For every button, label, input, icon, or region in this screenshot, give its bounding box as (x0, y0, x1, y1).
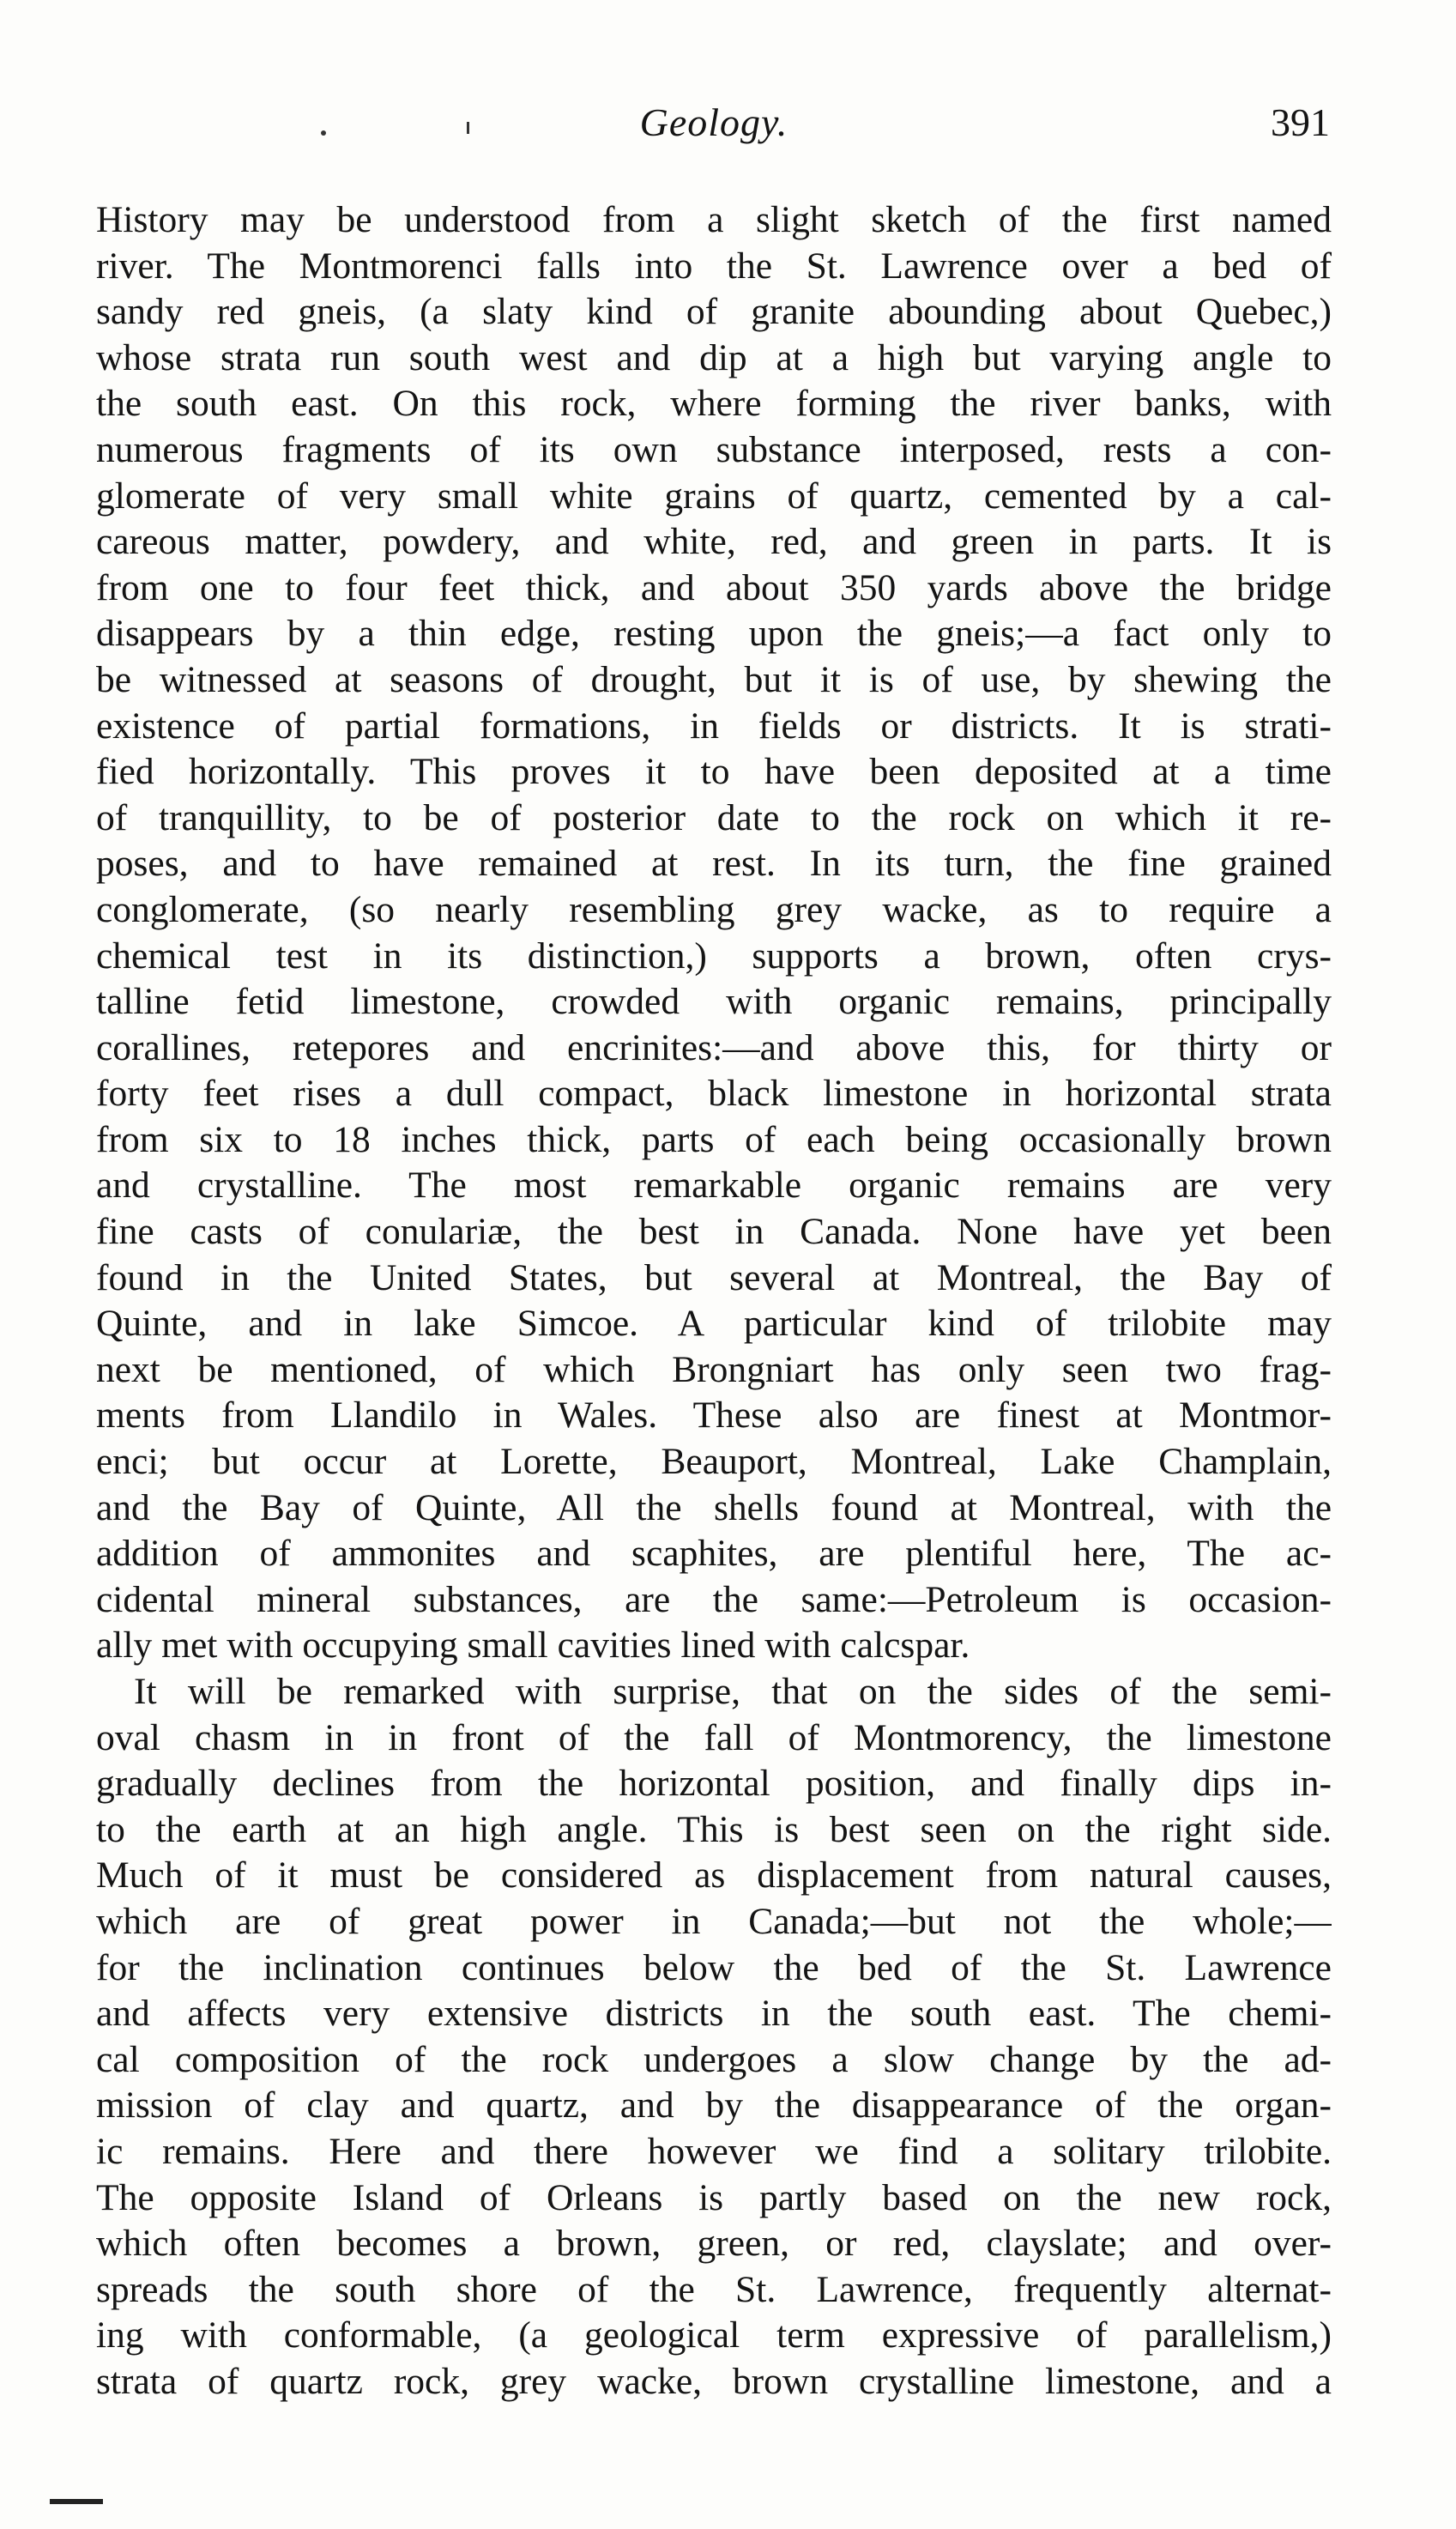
text-line: and crystalline. The most remarkable organic remains are very (96, 1165, 1332, 1207)
body-text (96, 197, 1332, 2405)
page-number: 391 (1271, 100, 1330, 144)
text-line: poses, and to have remained at rest. In its turn, the fine grained (96, 843, 1332, 885)
text-line: History may be understood from a slight sketch of the first named (96, 199, 1332, 240)
text-line: cal composition of the rock undergoes a slow change by the ad- (96, 2038, 1332, 2080)
text-line: existence of partial formations, in fields or districts. It is strati- (96, 705, 1332, 747)
text-line: strata of quartz rock, grey wacke, brown crystalline limestone, and a (96, 2360, 1332, 2402)
text-line: for the inclination continues below the bed of the St. Lawrence (96, 1946, 1332, 1988)
text-line: fied horizontally. This proves it to have been deposited at a time (96, 751, 1332, 793)
text-line: It will be remarked with surprise, that on the sides of the semi- (134, 1671, 1332, 1712)
text-line: which are of great power in Canada;—but not the whole;— (96, 1900, 1332, 1942)
text-line: addition of ammonites and scaphites, are plentiful here, The ac- (96, 1533, 1332, 1575)
text-line: numerous fragments of its own substance interposed, rests a con- (96, 428, 1332, 470)
text-line: enci; but occur at Lorette, Beauport, Montreal, Lake Champlain, (96, 1441, 1332, 1483)
text-line: glomerate of very small white grains of quartz, cemented by a cal- (96, 475, 1332, 517)
text-line: river. The Montmorenci falls into the St. Lawrence over a bed of (96, 245, 1332, 287)
text-line: whose strata run south west and dip at a high but varying angle to (96, 336, 1332, 378)
text-line: forty feet rises a dull compact, black limestone in horizontal strata (96, 1073, 1332, 1115)
text-line: ments from Llandilo in Wales. These also are finest at Montmor- (96, 1395, 1332, 1437)
paragraph-2 (96, 1669, 1332, 2405)
text-line: the south east. On this rock, where forming the river banks, with (96, 383, 1332, 425)
running-header (96, 96, 1332, 165)
text-line: conglomerate, (so nearly resembling grey wacke, as to require a (96, 888, 1332, 930)
text-line: ally met with occupying small cavities lined with calcspar. (96, 1624, 970, 1667)
text-line: found in the United States, but several at Montreal, the Bay of (96, 1256, 1332, 1298)
text-line: and affects very extensive districts in the south east. The chemi- (96, 1993, 1332, 2035)
text-line: from one to four feet thick, and about 350 yards above the bridge (96, 566, 1332, 608)
text-line: of tranquillity, to be of posterior date to the rock on which it re- (96, 796, 1332, 838)
text-line: spreads the south shore of the St. Lawrence, frequently alternat- (96, 2268, 1332, 2310)
text-line: from six to 18 inches thick, parts of each being occasionally brown (96, 1118, 1332, 1160)
text-line: next be mentioned, of which Brongniart has only seen two frag- (96, 1348, 1332, 1390)
text-line: to the earth at an high angle. This is best seen on the right side. (96, 1808, 1332, 1850)
text-line: ic remains. Here and there however we find a solitary trilobite. (96, 2130, 1332, 2172)
text-line: Much of it must be considered as displacement from natural causes, (96, 1854, 1332, 1897)
text-line: be witnessed at seasons of drought, but it is of use, by shewing the (96, 658, 1332, 700)
text-line: The opposite Island of Orleans is partly based on the new rock, (96, 2176, 1332, 2218)
running-title: Geology. (639, 100, 788, 144)
footer-rule (50, 2499, 103, 2504)
text-line: and the Bay of Quinte, All the shells found at Montreal, with the (96, 1486, 1332, 1528)
text-line: careous matter, powdery, and white, red, and green in parts. It is (96, 521, 1332, 563)
text-line: fine casts of conulariæ, the best in Canada. None have yet been (96, 1211, 1332, 1253)
text-line: Quinte, and in lake Simcoe. A particular kind of trilobite may (96, 1303, 1332, 1345)
paragraph-1 (96, 197, 1332, 1669)
text-line: gradually declines from the horizontal position, and finally dips in- (96, 1763, 1332, 1805)
text-line: mission of clay and quartz, and by the disappearance of the organ- (96, 2084, 1332, 2127)
text-line: which often becomes a brown, green, or red, clayslate; and over- (96, 2223, 1332, 2265)
text-line: disappears by a thin edge, resting upon the gneis;—a fact only to (96, 613, 1332, 655)
text-line: cidental mineral substances, are the same:—Petroleum is occasion- (96, 1578, 1332, 1620)
text-line: talline fetid limestone, crowded with organic remains, principally (96, 981, 1332, 1023)
text-line: chemical test in its distinction,) supports a brown, often crys- (96, 935, 1332, 977)
text-line: oval chasm in in front of the fall of Montmorency, the limestone (96, 1716, 1332, 1758)
text-line: ing with conformable, (a geological term expressive of parallelism,) (96, 2314, 1332, 2357)
text-line: corallines, retepores and encrinites:—and above this, for thirty or (96, 1026, 1332, 1068)
text-line: sandy red gneis, (a slaty kind of granite abounding about Quebec,) (96, 291, 1332, 333)
